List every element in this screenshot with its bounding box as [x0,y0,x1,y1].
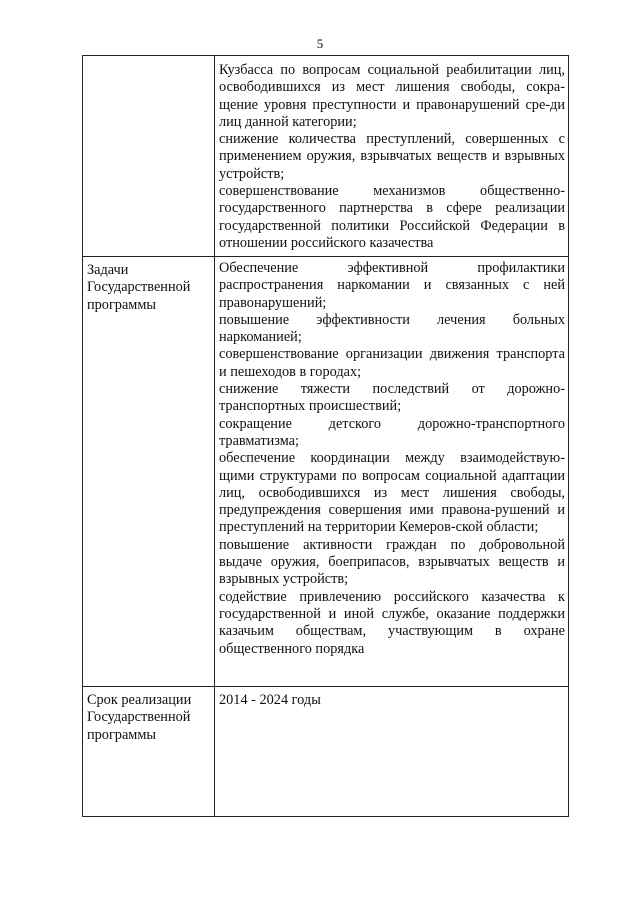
table-row [83,257,569,687]
goals-continuation-cell [215,56,569,257]
task-paragraph: обеспечение координации между взаимодействую-щими структурами по вопросам социальной адаптации лиц, освободившихся из мест лишения свободы, предупреждения совершения ими правона-рушений и преступлений на территории Кемеров-ской области; [219,450,565,536]
task-paragraph: снижение тяжести последствий от дорожно-транспортных происшествий; [219,381,565,415]
task-paragraph: повышение активности граждан по добровольной выдаче оружия, боеприпасов, взрывчатых веществ и взрывных устройств; [219,536,565,588]
task-paragraph: повышение эффективности лечения больных наркоманией; [219,311,565,346]
row-label-cell [83,687,215,817]
task-paragraph: сокращение детского дорожно-транспортного травматизма; [219,415,565,449]
tasks-cell [215,257,569,687]
task-paragraph: содействие привлечению российского казачества к государственной и иной службе, оказание поддержки казачьим обществам, участвующим в охране общественного порядка [219,588,565,657]
tasks-label: Задачи Государственной программы [87,262,191,313]
table-row [83,56,569,257]
table-row [83,687,569,817]
term-label: Срок реализации Государственной программы [87,692,192,743]
task-paragraph: Обеспечение эффективной профилактики распространения наркомании и связанных с ней правонарушений; [219,260,565,311]
row-label-cell [83,257,215,687]
term-value: 2014 - 2024 годы [219,692,321,708]
program-passport-table [82,55,569,817]
goal-paragraph: снижение количества преступлений, совершенных с применением оружия, взрывчатых веществ и взрывных устройств; [219,131,565,182]
task-paragraph: совершенствование организации движения транспорта и пешеходов в городах; [219,346,565,380]
goal-paragraph: Кузбасса по вопросам социальной реабилитации лиц, освободившихся из мест лишения свободы, сокра-щение уровня преступности и правонарушений сре-ди лиц данной категории; [219,62,565,130]
goal-paragraph: совершенствование механизмов общественно-государственного партнерства в сфере реализации государственной политики Российской Федерации в отношении российского казачества [219,183,565,251]
page-number: 5 [316,36,324,51]
term-cell [215,687,569,817]
row-label-cell [83,56,215,257]
